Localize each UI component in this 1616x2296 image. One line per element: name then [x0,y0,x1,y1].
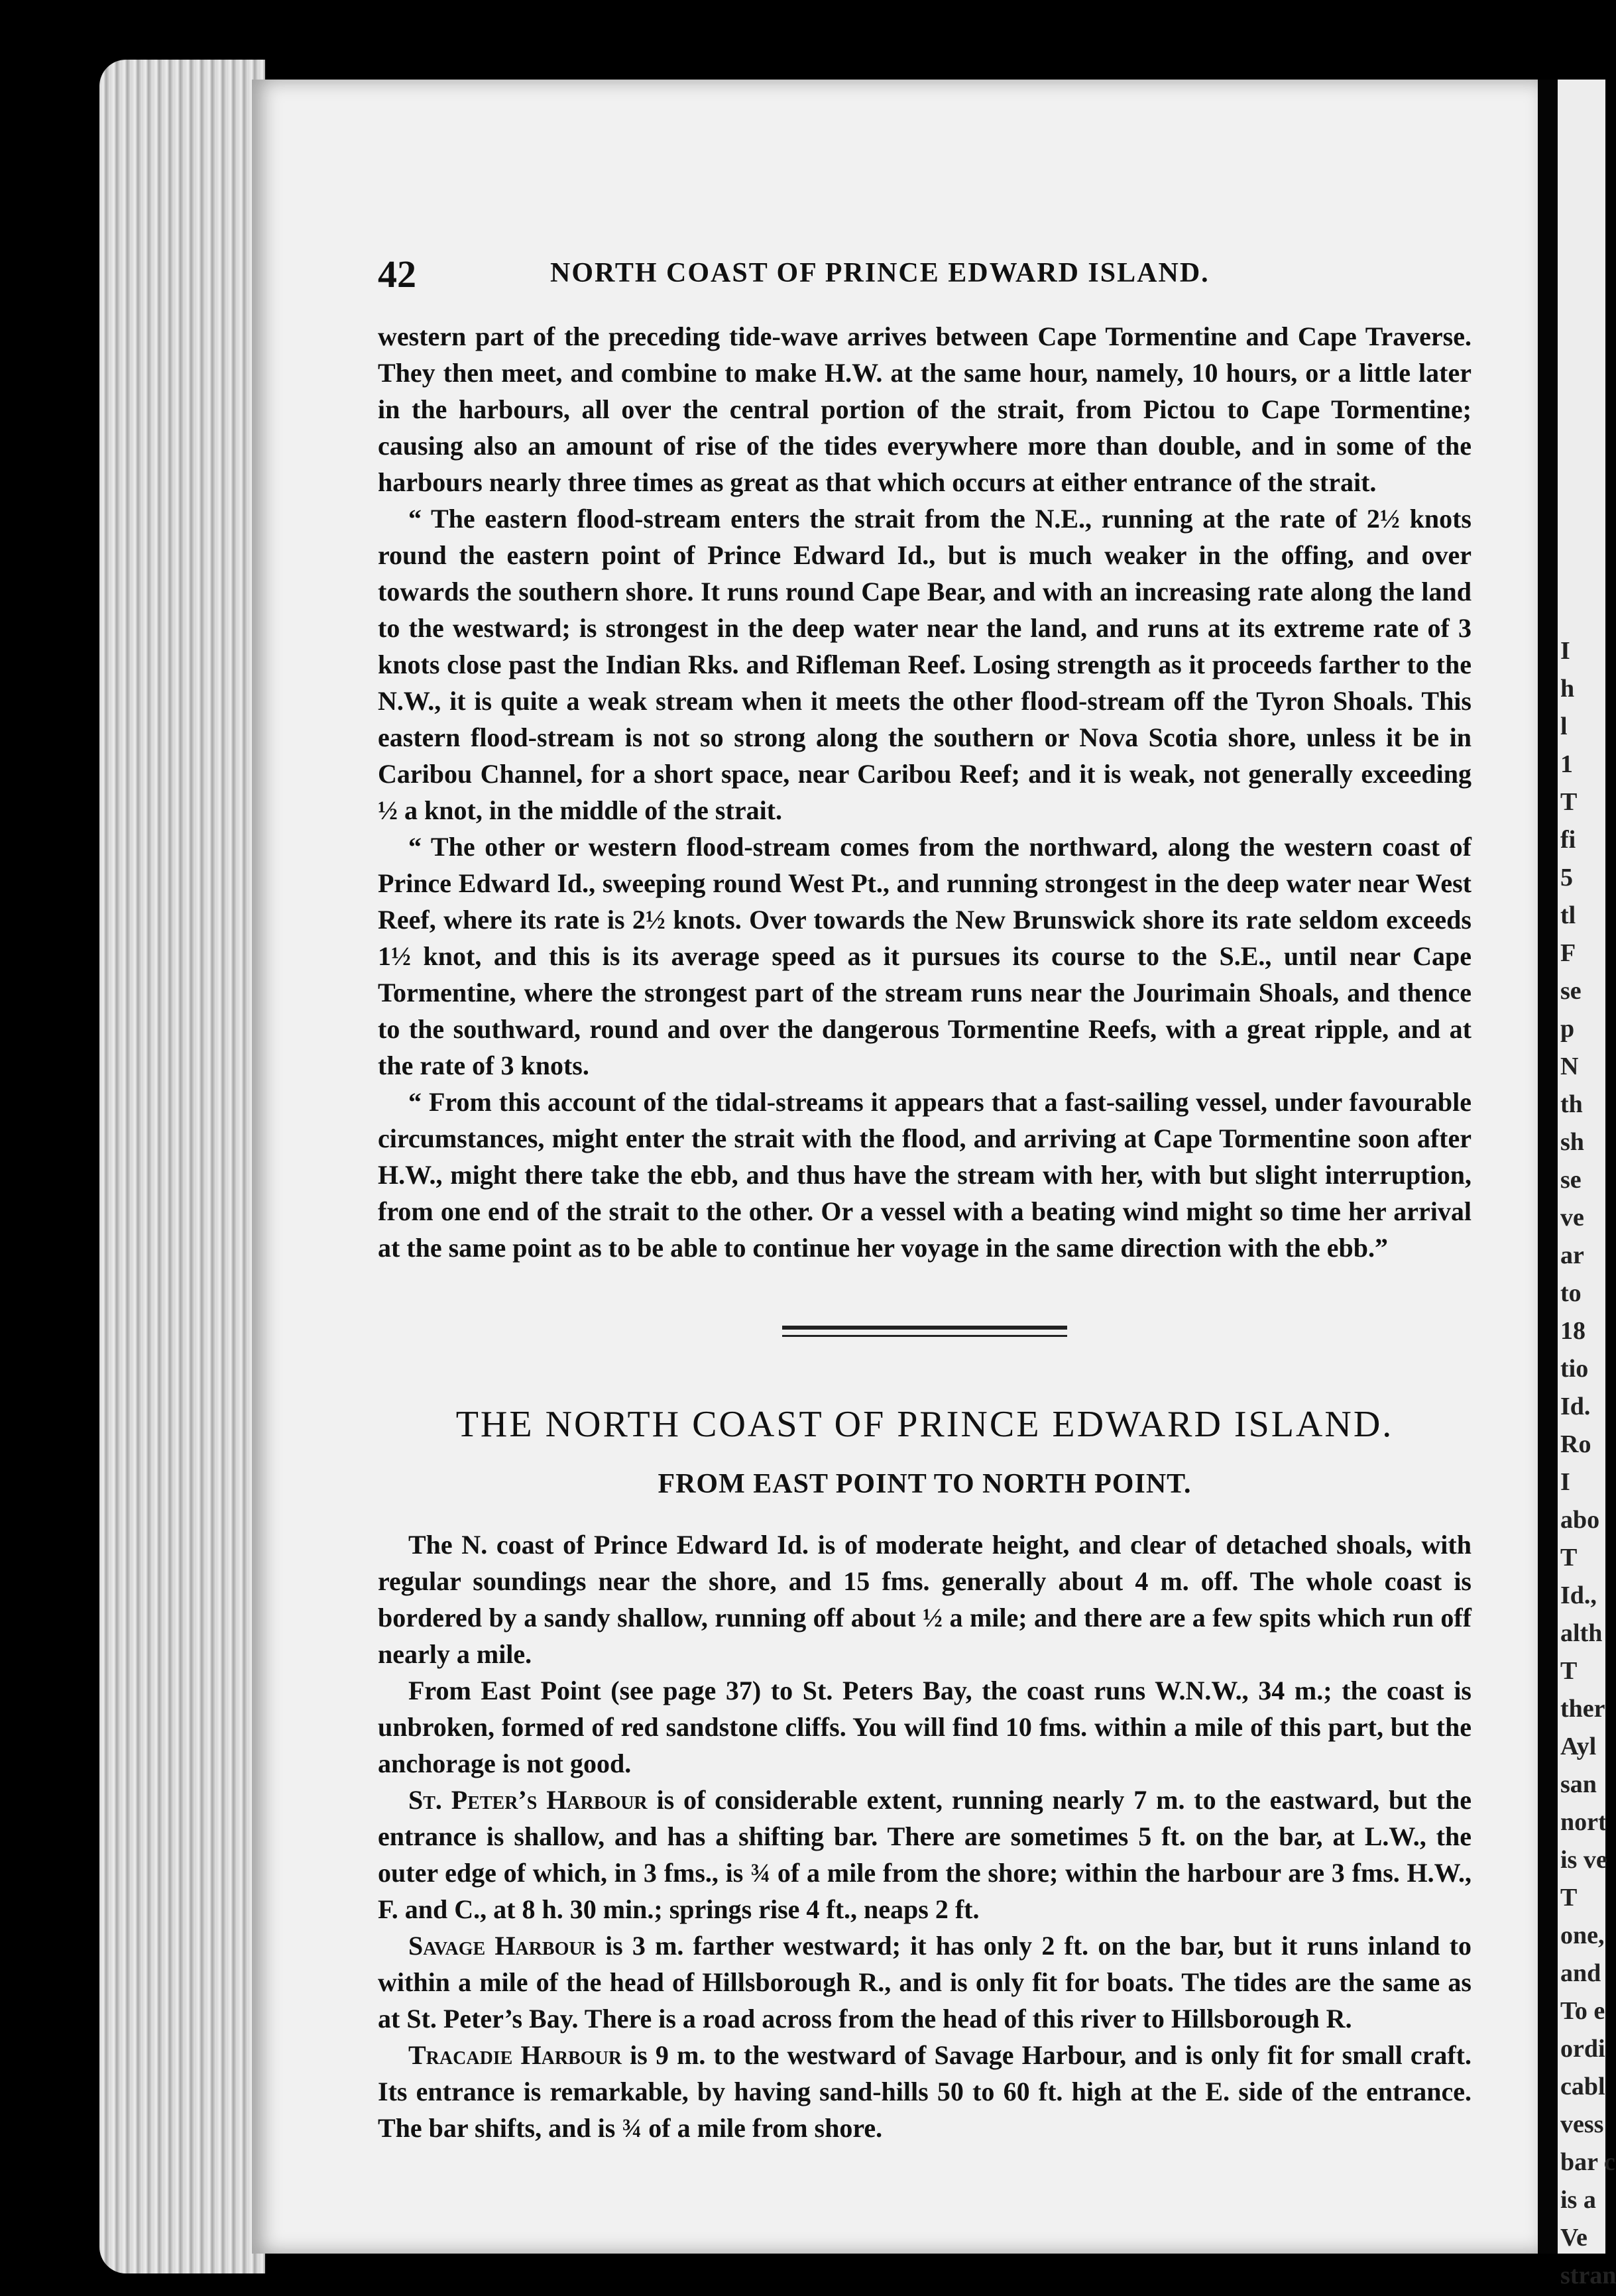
adjacent-page-text-fragment: I [1560,637,1570,665]
adjacent-page-text-fragment: se [1560,1166,1582,1194]
adjacent-page-text-fragment: 1 [1560,750,1573,778]
paragraph [378,1526,1472,1672]
adjacent-page-text-fragment: T [1560,788,1578,816]
adjacent-page-text-fragment: th [1560,1090,1583,1118]
adjacent-page-text-fragment: cabl [1560,2073,1605,2100]
adjacent-page-text-fragment: sh [1560,1128,1584,1156]
adjacent-page-text-fragment: T [1560,1657,1578,1685]
adjacent-page-text-fragment: and [1560,1959,1601,1987]
adjacent-page-text-fragment: tl [1560,901,1576,929]
adjacent-page-text-fragment: l [1560,713,1568,740]
section-divider-rule [782,1326,1067,1337]
adjacent-page-text-fragment: 18 [1560,1317,1586,1345]
paragraph [378,1782,1472,1927]
paragraph: western part of the preceding tide-wave arrives between Cape Tormentine and Cape Traverse. They then meet, and combine to make H.W. at the same hour, namely, 10 hours, or a little later in the harbours, all over the central portion of the strait, from Pictou to Cape Tormentine; causing also an amount of rise of the tides everywhere more than double, and in some of the harbours nearly three times as great as that which occurs at either entrance of the strait. [378,321,1472,497]
adjacent-page-text-fragment: abo [1560,1506,1600,1534]
adjacent-page-text-fragment: T [1560,1884,1578,1912]
adjacent-page-text-fragment: to [1560,1279,1582,1307]
adjacent-page-text-fragment: Ayl [1560,1733,1597,1760]
adjacent-page-text-fragment: fi [1560,826,1576,854]
paragraph [378,1927,1472,2037]
adjacent-page-text-fragment: san [1560,1770,1597,1798]
adjacent-page-text-fragment: ar [1560,1241,1584,1269]
paragraph-text: is 3 m. farther westward; it has only 2 ft. on the bar, but it runs inland to within a mile of the head of Hillsborough R., and is only fit for boats. The tides are the same as at St. Peter’s Bay. There is a road across from the head of this river to Hillsborough R. [378,1931,1472,2034]
adjacent-page-text-fragment: ordi [1560,2035,1605,2063]
adjacent-page-text-fragment: N [1560,1053,1579,1080]
paragraph: “ The eastern flood-stream enters the strait from the N.E., running at the rate of 2½ knots round the eastern point of Prince Edward Id., but is much weaker in the offing, and over towards the southern shore. It runs round Cape Bear, and with an increasing rate along the land to the westward; is strongest in the deep water near the land, and runs at its extreme rate of 3 knots close past the Indian Rks. and Rifleman Reef. Losing strength as it proceeds farther to the N.W., it is quite a weak stream when it meets the other flood-stream off the Tyron Shoals. This eastern flood-stream is not so strong along the southern or Nova Scotia shore, unless it be in Caribou Channel, for a short space, near Caribou Reef; and it is weak, not generally exceeding ½ a knot, in the middle of the strait. [378,504,1472,825]
adjacent-page-edge [1558,80,1616,2289]
harbour-name: Tracadie Harbour [408,2040,622,2070]
adjacent-page-text-fragment: Id. [1560,1393,1591,1420]
section-title: THE NORTH COAST OF PRINCE EDWARD ISLAND. [455,1404,1394,1445]
paragraph [378,2037,1472,2146]
page-number: 42 [378,253,416,296]
adjacent-page-text-fragment: h [1560,675,1575,703]
adjacent-page-text-fragment: I [1560,1468,1570,1496]
running-head: NORTH COAST OF PRINCE EDWARD ISLAND. [550,258,1210,288]
page-header [378,252,1472,318]
adjacent-page-text-fragment: p [1560,1015,1575,1043]
paragraph-text: From East Point (see page 37) to St. Peters Bay, the coast runs W.N.W., 34 m.; the coast is unbroken, formed of red sandstone cliffs. You will find 10 fms. within a mile of this part, but the anchorage is not good. [378,1676,1472,1778]
adjacent-page-text-fragment: tio [1560,1355,1589,1383]
adjacent-page-text-fragment: nort [1560,1808,1607,1836]
adjacent-page-text-fragment: se [1560,977,1582,1005]
section-subtitle: FROM EAST POINT TO NORTH POINT. [658,1469,1192,1499]
harbour-name: Savage Harbour [408,1931,596,1961]
paragraph [378,1672,1472,1782]
adjacent-page-text-fragment: is ve [1560,1846,1607,1874]
harbour-name: St. Peter’s Harbour [408,1785,648,1815]
adjacent-page-text-fragment: Id., [1560,1581,1597,1609]
paragraph: “ From this account of the tidal-streams it appears that a fast-sailing vessel, under favourable circumstances, might enter the strait with the flood, and arriving at Cape Tormentine soon after H.W., might there take the ebb, and thus have the stream with her, with but slight interruption, from one end of the strait to the other. Or a vessel with a beating wind might so time her arrival at the same point as to be able to continue her voyage in the same direction with the ebb.” [378,1087,1472,1263]
adjacent-page-text-fragment: To e [1560,1997,1605,2025]
paragraph-text: is 9 m. to the westward of Savage Harbour, and is only fit for small craft. Its entrance is remarkable, by having sand-hills 50 to 60 ft. high at the E. side of the entrance. The bar shifts, and is ¾ of a mile from shore. [378,2040,1472,2143]
adjacent-page-text-fragment: one, [1560,1922,1605,1949]
adjacent-page-text-fragment: stran [1560,2262,1616,2289]
adjacent-page-text-fragment: T [1560,1544,1578,1572]
adjacent-page-text-fragment: is a [1560,2186,1596,2214]
adjacent-page-text-fragment: ther [1560,1695,1605,1723]
adjacent-page-text-fragment: vess [1560,2110,1604,2138]
adjacent-page-text-fragment: 5 [1560,864,1573,891]
adjacent-page-text-fragment: Ve [1560,2224,1587,2252]
paragraph-text: is of considerable extent, running nearly 7 m. to the eastward, but the entrance is shallow, and has a shifting bar. There are sometimes 5 ft. on the bar, at L.W., the outer edge of which, in 3 fms., is ¾ of a mile from the shore; within the harbour are 3 fms. H.W., F. and C., at 8 h. 30 min.; springs rise 4 ft., neaps 2 ft. [378,1785,1472,1924]
scanned-page [252,80,1538,2254]
text-column [378,252,1472,2146]
adjacent-page-text-fragment: ve [1560,1204,1584,1232]
adjacent-page-text-fragment: alth [1560,1619,1603,1647]
adjacent-page-text-fragment: Ro [1560,1430,1591,1458]
book-page-edges [99,60,265,2273]
paragraph: “ The other or western flood-stream comes from the northward, along the western coast of Prince Edward Id., sweeping round West Pt., and running strongest in the deep water near West Reef, where its rate is 2½ knots. Over towards the New Brunswick shore its rate seldom exceeds 1½ knot, and this is its average speed as it pursues its course to the S.E., until near Cape Tormentine, where the strongest part of the stream runs near the Jourimain Shoals, and thence to the southward, round and over the dangerous Tormentine Reefs, with a great ripple, and at the rate of 3 knots. [378,832,1472,1080]
adjacent-page-text-fragment: F [1560,939,1576,967]
paragraph-text: The N. coast of Prince Edward Id. is of moderate height, and clear of detached shoals, with regular soundings near the shore, and 15 fms. generally about 4 m. off. The whole coast is bordered by a sandy shallow, running off about ½ a mile; and there are a few spits which run off nearly a mile. [378,1530,1472,1669]
adjacent-page-text-fragment: bar c [1560,2148,1615,2176]
page-gutter [1538,80,1558,2254]
